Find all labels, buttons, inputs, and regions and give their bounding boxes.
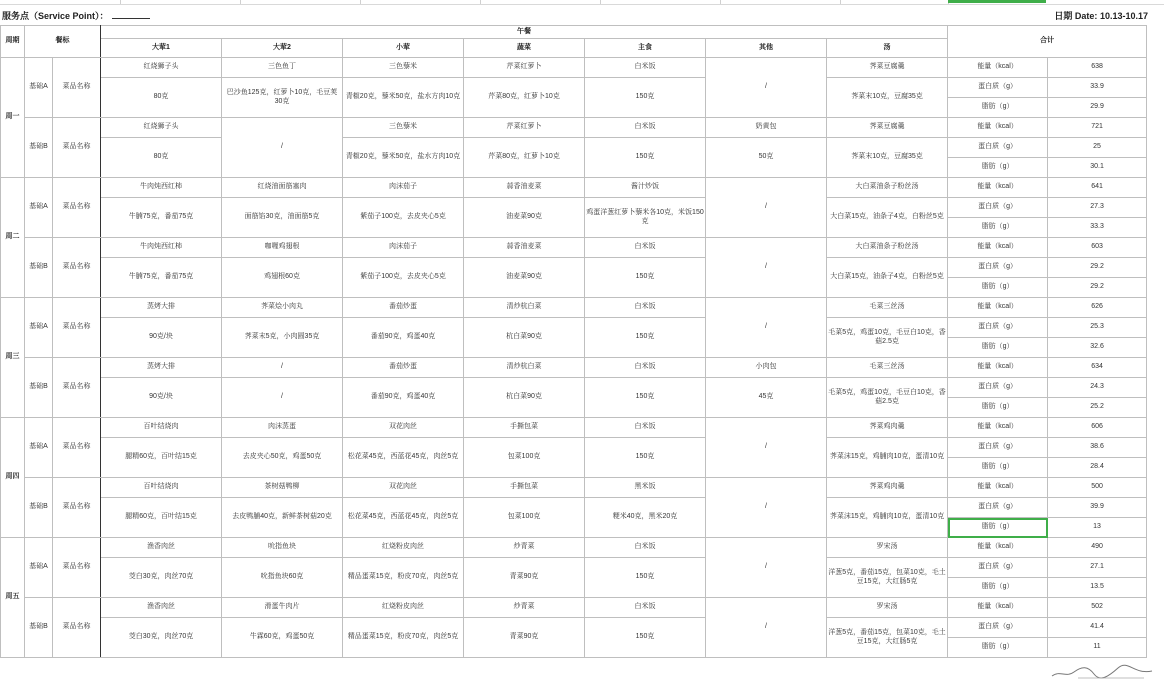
nutrient-value[interactable]: 27.3 <box>1048 198 1147 218</box>
nutrient-value[interactable]: 641 <box>1048 178 1147 198</box>
dish-detail[interactable]: 油麦菜90克 <box>464 258 585 298</box>
nutrient-value[interactable]: 25.2 <box>1048 398 1147 418</box>
nutrient-label[interactable]: 能量（kcal） <box>948 178 1048 198</box>
dish-detail[interactable]: 150克 <box>585 138 706 178</box>
dish-name[interactable]: 白米饭 <box>585 58 706 78</box>
dish-detail[interactable]: 紫茄子100克，去皮夹心5克 <box>343 258 464 298</box>
dish-name[interactable]: 芹菜红萝卜 <box>464 118 585 138</box>
dish-detail[interactable]: / <box>222 118 343 178</box>
dish-name[interactable]: 双花肉丝 <box>343 418 464 438</box>
nutrient-label[interactable]: 脂肪（g） <box>948 578 1048 598</box>
dish-name[interactable]: 白米饭 <box>585 118 706 138</box>
nutrient-value[interactable]: 27.1 <box>1048 558 1147 578</box>
dish-detail[interactable]: 150克 <box>585 558 706 598</box>
dish-name[interactable]: 炒青菜 <box>464 598 585 618</box>
day-cell[interactable]: 周一 <box>1 58 25 178</box>
dish-detail[interactable]: 牛霖60克，鸡蛋50克 <box>222 618 343 658</box>
dish-name[interactable]: 肉沫蒸蛋 <box>222 418 343 438</box>
dish-name[interactable]: 双花肉丝 <box>343 478 464 498</box>
dish-name[interactable]: 茶树菇鸭柳 <box>222 478 343 498</box>
dish-detail[interactable]: 荠菜末5克，小肉圆35克 <box>222 318 343 358</box>
dish-detail[interactable]: 紫茄子100克，去皮夹心5克 <box>343 198 464 238</box>
plan-row-label[interactable]: 菜品名称 <box>53 538 101 598</box>
dish-detail[interactable]: 荠菜沫15克，鸡脯肉10克，蛋清10克 <box>827 498 948 538</box>
dish-name[interactable]: 蒜香油麦菜 <box>464 178 585 198</box>
nutrient-label[interactable]: 脂肪（g） <box>948 458 1048 478</box>
nutrient-value[interactable]: 29.2 <box>1048 258 1147 278</box>
dish-name[interactable]: 番茄炒蛋 <box>343 358 464 378</box>
nutrient-value[interactable]: 603 <box>1048 238 1147 258</box>
nutrient-value[interactable]: 634 <box>1048 358 1147 378</box>
dish-name[interactable]: 红烧油面筋塞肉 <box>222 178 343 198</box>
dish-name[interactable]: 清炒杭白菜 <box>464 358 585 378</box>
nutrient-value[interactable]: 500 <box>1048 478 1147 498</box>
total-header[interactable]: 合计 <box>948 26 1147 58</box>
dish-detail[interactable]: 松花菜45克，西蓝花45克，肉丝5克 <box>343 438 464 478</box>
dish-name[interactable]: 蒸烤大排 <box>101 298 222 318</box>
dish-detail[interactable]: 去皮夹心50克，鸡蛋50克 <box>222 438 343 478</box>
dish-detail[interactable]: 包菜100克 <box>464 438 585 478</box>
nutrient-label[interactable]: 蛋白质（g） <box>948 318 1048 338</box>
nutrient-value[interactable]: 28.4 <box>1048 458 1147 478</box>
dish-name[interactable]: 渔香肉丝 <box>101 538 222 558</box>
dish-name[interactable]: 肉沫茄子 <box>343 178 464 198</box>
nutrient-label[interactable]: 蛋白质（g） <box>948 138 1048 158</box>
nutrient-label[interactable]: 能量（kcal） <box>948 298 1048 318</box>
nutrient-label[interactable]: 脂肪（g） <box>948 158 1048 178</box>
dish-detail[interactable]: 杭白菜90克 <box>464 378 585 418</box>
plan-row-label[interactable]: 菜品名称 <box>53 598 101 658</box>
dish-name[interactable]: 荠菜鸡肉羹 <box>827 418 948 438</box>
dish-detail[interactable]: 90克/块 <box>101 318 222 358</box>
dish-name[interactable]: 手撕包菜 <box>464 418 585 438</box>
dish-name[interactable]: 肉沫茄子 <box>343 238 464 258</box>
nutrient-value[interactable]: 721 <box>1048 118 1147 138</box>
dish-detail[interactable]: 牛腩75克，番茄75克 <box>101 258 222 298</box>
nutrient-value[interactable]: 626 <box>1048 298 1147 318</box>
signature-mark <box>1048 662 1158 680</box>
plan-row-label[interactable]: 菜品名称 <box>53 418 101 478</box>
dish-detail[interactable]: 荠菜沫15克，鸡脯肉10克，蛋清10克 <box>827 438 948 478</box>
dish-name[interactable]: 红烧粉皮肉丝 <box>343 598 464 618</box>
dish-name[interactable]: 白米饭 <box>585 598 706 618</box>
nutrient-label-selected[interactable]: 脂肪（g） <box>948 518 1048 538</box>
dish-detail[interactable]: 精品蛋菜15克，粉皮70克，肉丝5克 <box>343 558 464 598</box>
dish-detail[interactable]: 大白菜15克，油条子4克，白粉丝5克 <box>827 258 948 298</box>
signature-icon <box>1048 662 1158 680</box>
dish-name[interactable]: 吮指鱼块 <box>222 538 343 558</box>
dish-name[interactable]: 罗宋汤 <box>827 598 948 618</box>
dish-name[interactable]: 番茄炒蛋 <box>343 298 464 318</box>
dish-name[interactable]: 牛肉炖西红柿 <box>101 238 222 258</box>
nutrient-label[interactable]: 脂肪（g） <box>948 638 1048 658</box>
nutrient-label[interactable]: 能量（kcal） <box>948 58 1048 78</box>
dish-name[interactable]: 蒸烤大排 <box>101 358 222 378</box>
dish-name[interactable]: 毛菜三丝汤 <box>827 358 948 378</box>
dish-detail[interactable]: 腿精60克，百叶结15克 <box>101 438 222 478</box>
nutrient-value[interactable]: 32.6 <box>1048 338 1147 358</box>
nutrient-value[interactable]: 606 <box>1048 418 1147 438</box>
dish-name[interactable]: 小肉包 <box>706 358 827 378</box>
dish-detail[interactable]: 芹菜80克，红萝卜10克 <box>464 138 585 178</box>
dish-name[interactable]: 百叶结烧肉 <box>101 478 222 498</box>
nutrient-value[interactable]: 41.4 <box>1048 618 1147 638</box>
dish-detail[interactable]: 芹菜80克，红萝卜10克 <box>464 78 585 118</box>
service-point-label: 服务点（Service Point）： <box>2 11 109 21</box>
service-point-blank-line <box>112 10 150 19</box>
nutrient-label[interactable]: 蛋白质（g） <box>948 438 1048 458</box>
dish-name[interactable]: 荠菜豆腐羹 <box>827 58 948 78</box>
col-header-other[interactable]: 其他 <box>706 39 827 58</box>
dish-detail[interactable]: 杭白菜90克 <box>464 318 585 358</box>
nutrient-label[interactable]: 脂肪（g） <box>948 398 1048 418</box>
dish-detail[interactable]: / <box>706 538 827 598</box>
dish-detail[interactable]: 青椒20克，藜米50克，盐水方肉10克 <box>343 78 464 118</box>
dish-detail[interactable]: 150克 <box>585 378 706 418</box>
dish-name[interactable]: 滑蛋牛肉片 <box>222 598 343 618</box>
dish-name[interactable]: 大白菜油条子粉丝汤 <box>827 238 948 258</box>
dish-detail[interactable]: 80克 <box>101 78 222 118</box>
dish-detail[interactable]: 面筋馅30克，油面筋5克 <box>222 198 343 238</box>
col-header-staple[interactable]: 主食 <box>585 39 706 58</box>
standard-header[interactable]: 餐标 <box>25 26 101 58</box>
dish-detail[interactable]: 90克/块 <box>101 378 222 418</box>
dish-name[interactable]: 三色藜米 <box>343 118 464 138</box>
nutrient-label[interactable]: 蛋白质（g） <box>948 258 1048 278</box>
date-label: 日期 Date: <box>1054 11 1098 21</box>
nutrient-value[interactable]: 33.3 <box>1048 218 1147 238</box>
dish-name[interactable]: 荠菜鸡肉羹 <box>827 478 948 498</box>
dish-detail[interactable]: / <box>706 238 827 298</box>
plan-standard[interactable]: 基础B <box>25 118 53 178</box>
nutrient-value[interactable]: 29.9 <box>1048 98 1147 118</box>
dish-detail[interactable]: 鸡翅根60克 <box>222 258 343 298</box>
dish-detail[interactable]: 150克 <box>585 318 706 358</box>
date-value: 10.13-10.17 <box>1099 11 1148 21</box>
dish-name[interactable]: 奶黄包 <box>706 118 827 138</box>
day-cell[interactable]: 周二 <box>1 178 25 298</box>
dish-detail[interactable]: 毛菜5克，鸡蛋10克，毛豆白10克，香菇2.5克 <box>827 318 948 358</box>
nutrient-value[interactable]: 29.2 <box>1048 278 1147 298</box>
plan-standard[interactable]: 基础A <box>25 418 53 478</box>
plan-standard[interactable]: 基础A <box>25 178 53 238</box>
dish-detail[interactable]: 鸡蛋洋葱红萝卜藜米各10克，米饭150克 <box>585 198 706 238</box>
nutrient-label[interactable]: 能量（kcal） <box>948 538 1048 558</box>
col-header-meat1[interactable]: 大荤1 <box>101 39 222 58</box>
day-cell[interactable]: 周四 <box>1 418 25 538</box>
col-header-soup[interactable]: 汤 <box>827 39 948 58</box>
dish-name[interactable]: 手撕包菜 <box>464 478 585 498</box>
dish-detail[interactable]: 青菜90克 <box>464 618 585 658</box>
nutrient-label[interactable]: 能量（kcal） <box>948 418 1048 438</box>
plan-standard[interactable]: 基础A <box>25 298 53 358</box>
dish-detail[interactable]: 青椒20克，藜米50克，盐水方肉10克 <box>343 138 464 178</box>
nutrient-label[interactable]: 脂肪（g） <box>948 98 1048 118</box>
dish-name[interactable]: 芹菜红萝卜 <box>464 58 585 78</box>
dish-detail[interactable]: 茭白30克，肉丝70克 <box>101 558 222 598</box>
plan-row-label[interactable]: 菜品名称 <box>53 118 101 178</box>
dish-name[interactable]: 荠菜烩小肉丸 <box>222 298 343 318</box>
selected-column-indicator <box>948 0 1046 3</box>
nutrient-label[interactable]: 脂肪（g） <box>948 338 1048 358</box>
nutrient-label[interactable]: 蛋白质（g） <box>948 618 1048 638</box>
nutrient-value[interactable]: 33.9 <box>1048 78 1147 98</box>
dish-name[interactable]: / <box>222 358 343 378</box>
plan-standard[interactable]: 基础B <box>25 478 53 538</box>
plan-row-label[interactable]: 菜品名称 <box>53 58 101 118</box>
dish-detail[interactable]: 巴沙鱼125克，红萝卜10克，毛豆荚30克 <box>222 78 343 118</box>
nutrient-value[interactable]: 30.1 <box>1048 158 1147 178</box>
dish-name[interactable]: 黑米饭 <box>585 478 706 498</box>
plan-standard[interactable]: 基础B <box>25 598 53 658</box>
sheet-top-strip <box>0 0 1164 5</box>
dish-name[interactable]: 红烧狮子头 <box>101 118 222 138</box>
dish-detail[interactable]: 粳米40克，黑米20克 <box>585 498 706 538</box>
dish-detail[interactable]: 150克 <box>585 618 706 658</box>
dish-name[interactable]: 大白菜油条子粉丝汤 <box>827 178 948 198</box>
dish-detail[interactable]: 45克 <box>706 378 827 418</box>
nutrient-label[interactable]: 能量（kcal） <box>948 358 1048 378</box>
dish-detail[interactable]: / <box>706 58 827 118</box>
lunch-header[interactable]: 午餐 <box>101 26 948 39</box>
nutrient-value[interactable]: 38.6 <box>1048 438 1147 458</box>
nutrient-value[interactable]: 490 <box>1048 538 1147 558</box>
col-header-small-meat[interactable]: 小荤 <box>343 39 464 58</box>
nutrient-label[interactable]: 脂肪（g） <box>948 218 1048 238</box>
dish-detail[interactable]: 毛菜5克，鸡蛋10克，毛豆白10克，香菇2.5克 <box>827 378 948 418</box>
dish-detail[interactable]: 精品蛋菜15克，粉皮70克，肉丝5克 <box>343 618 464 658</box>
plan-row-label[interactable]: 菜品名称 <box>53 178 101 238</box>
dish-detail[interactable]: 150克 <box>585 258 706 298</box>
dish-name[interactable]: 白米饭 <box>585 418 706 438</box>
dish-detail[interactable]: 牛腩75克，番茄75克 <box>101 198 222 238</box>
dish-detail[interactable]: 80克 <box>101 138 222 178</box>
plan-row-label[interactable]: 菜品名称 <box>53 478 101 538</box>
day-cell[interactable]: 周五 <box>1 538 25 658</box>
plan-row-label[interactable]: 菜品名称 <box>53 358 101 418</box>
date-header <box>1054 9 1148 22</box>
nutrient-value[interactable]: 25 <box>1048 138 1147 158</box>
dish-name[interactable]: 三色鱼丁 <box>222 58 343 78</box>
dish-detail[interactable]: / <box>706 298 827 358</box>
dish-detail[interactable]: 包菜100克 <box>464 498 585 538</box>
dish-name[interactable]: 三色藜米 <box>343 58 464 78</box>
dish-name[interactable]: 白米饭 <box>585 298 706 318</box>
menu-table <box>0 25 1147 658</box>
nutrient-label[interactable]: 蛋白质（g） <box>948 558 1048 578</box>
dish-detail[interactable]: 洋葱5克，番茄15克，包菜10克，毛土豆15克，大红肠5克 <box>827 618 948 658</box>
dish-detail[interactable]: 去皮鸭脯40克，新鲜茶树菇20克 <box>222 498 343 538</box>
nutrient-value[interactable]: 24.3 <box>1048 378 1147 398</box>
nutrient-label[interactable]: 蛋白质（g） <box>948 78 1048 98</box>
dish-detail[interactable]: 茭白30克，肉丝70克 <box>101 618 222 658</box>
nutrient-label[interactable]: 脂肪（g） <box>948 278 1048 298</box>
nutrient-label[interactable]: 能量（kcal） <box>948 238 1048 258</box>
dish-name[interactable]: 白米饭 <box>585 538 706 558</box>
dish-detail[interactable]: 松花菜45克，西蓝花45克，肉丝5克 <box>343 498 464 538</box>
nutrient-value[interactable]: 25.3 <box>1048 318 1147 338</box>
dish-detail[interactable]: 150克 <box>585 78 706 118</box>
dish-detail[interactable]: 150克 <box>585 438 706 478</box>
col-header-vegetable[interactable]: 蔬菜 <box>464 39 585 58</box>
dish-detail[interactable]: 荠菜末10克，豆腐35克 <box>827 138 948 178</box>
dish-detail[interactable]: / <box>706 478 827 538</box>
dish-detail[interactable]: 油麦菜90克 <box>464 198 585 238</box>
dish-detail[interactable]: / <box>222 378 343 418</box>
dish-detail[interactable]: 荠菜末10克，豆腐35克 <box>827 78 948 118</box>
dish-detail[interactable]: 50克 <box>706 138 827 178</box>
dish-detail[interactable]: 番茄90克，鸡蛋40克 <box>343 378 464 418</box>
nutrient-value[interactable]: 39.9 <box>1048 498 1147 518</box>
dish-detail[interactable]: 大白菜15克，油条子4克，白粉丝5克 <box>827 198 948 238</box>
dish-detail[interactable]: / <box>706 418 827 478</box>
nutrient-label[interactable]: 能量（kcal） <box>948 598 1048 618</box>
dish-name[interactable]: 百叶结烧肉 <box>101 418 222 438</box>
dish-name[interactable]: 荠菜豆腐羹 <box>827 118 948 138</box>
dish-name[interactable]: 白米饭 <box>585 358 706 378</box>
dish-detail[interactable]: 番茄90克，鸡蛋40克 <box>343 318 464 358</box>
dish-name[interactable]: 红烧狮子头 <box>101 58 222 78</box>
dish-detail[interactable]: 青菜90克 <box>464 558 585 598</box>
dish-name[interactable]: 罗宋汤 <box>827 538 948 558</box>
dish-name[interactable]: 清炒杭白菜 <box>464 298 585 318</box>
dish-name[interactable]: 炒青菜 <box>464 538 585 558</box>
plan-standard[interactable]: 基础A <box>25 58 53 118</box>
nutrient-label[interactable]: 蛋白质（g） <box>948 198 1048 218</box>
nutrient-label[interactable]: 蛋白质（g） <box>948 378 1048 398</box>
nutrient-label[interactable]: 能量（kcal） <box>948 478 1048 498</box>
dish-name[interactable]: 蒜香油麦菜 <box>464 238 585 258</box>
plan-row-label[interactable]: 菜品名称 <box>53 298 101 358</box>
plan-standard[interactable]: 基础B <box>25 238 53 298</box>
dish-name[interactable]: 酱汁炒饭 <box>585 178 706 198</box>
plan-row-label[interactable]: 菜品名称 <box>53 238 101 298</box>
dish-detail[interactable]: 腿精60克，百叶结15克 <box>101 498 222 538</box>
nutrient-value[interactable]: 11 <box>1048 638 1147 658</box>
nutrient-value[interactable]: 638 <box>1048 58 1147 78</box>
dish-name[interactable]: 红烧粉皮肉丝 <box>343 538 464 558</box>
dish-detail[interactable]: 吮指鱼块60克 <box>222 558 343 598</box>
service-point-header <box>2 9 150 22</box>
nutrient-label[interactable]: 蛋白质（g） <box>948 498 1048 518</box>
dish-detail[interactable]: 洋葱5克，番茄15克，包菜10克，毛土豆15克，大红肠5克 <box>827 558 948 598</box>
nutrient-value[interactable]: 502 <box>1048 598 1147 618</box>
dish-name[interactable]: 牛肉炖西红柿 <box>101 178 222 198</box>
nutrient-value[interactable]: 13 <box>1048 518 1147 538</box>
dish-name[interactable]: 白米饭 <box>585 238 706 258</box>
day-cell[interactable]: 周三 <box>1 298 25 418</box>
nutrient-label[interactable]: 能量（kcal） <box>948 118 1048 138</box>
dish-name[interactable]: 毛菜三丝汤 <box>827 298 948 318</box>
dish-name[interactable]: 咖喱鸡翅根 <box>222 238 343 258</box>
plan-standard[interactable]: 基础B <box>25 358 53 418</box>
plan-standard[interactable]: 基础A <box>25 538 53 598</box>
dish-detail[interactable]: / <box>706 598 827 658</box>
col-header-meat2[interactable]: 大荤2 <box>222 39 343 58</box>
week-header[interactable]: 周期 <box>1 26 25 58</box>
dish-detail[interactable]: / <box>706 178 827 238</box>
dish-name[interactable]: 渔香肉丝 <box>101 598 222 618</box>
nutrient-value[interactable]: 13.5 <box>1048 578 1147 598</box>
